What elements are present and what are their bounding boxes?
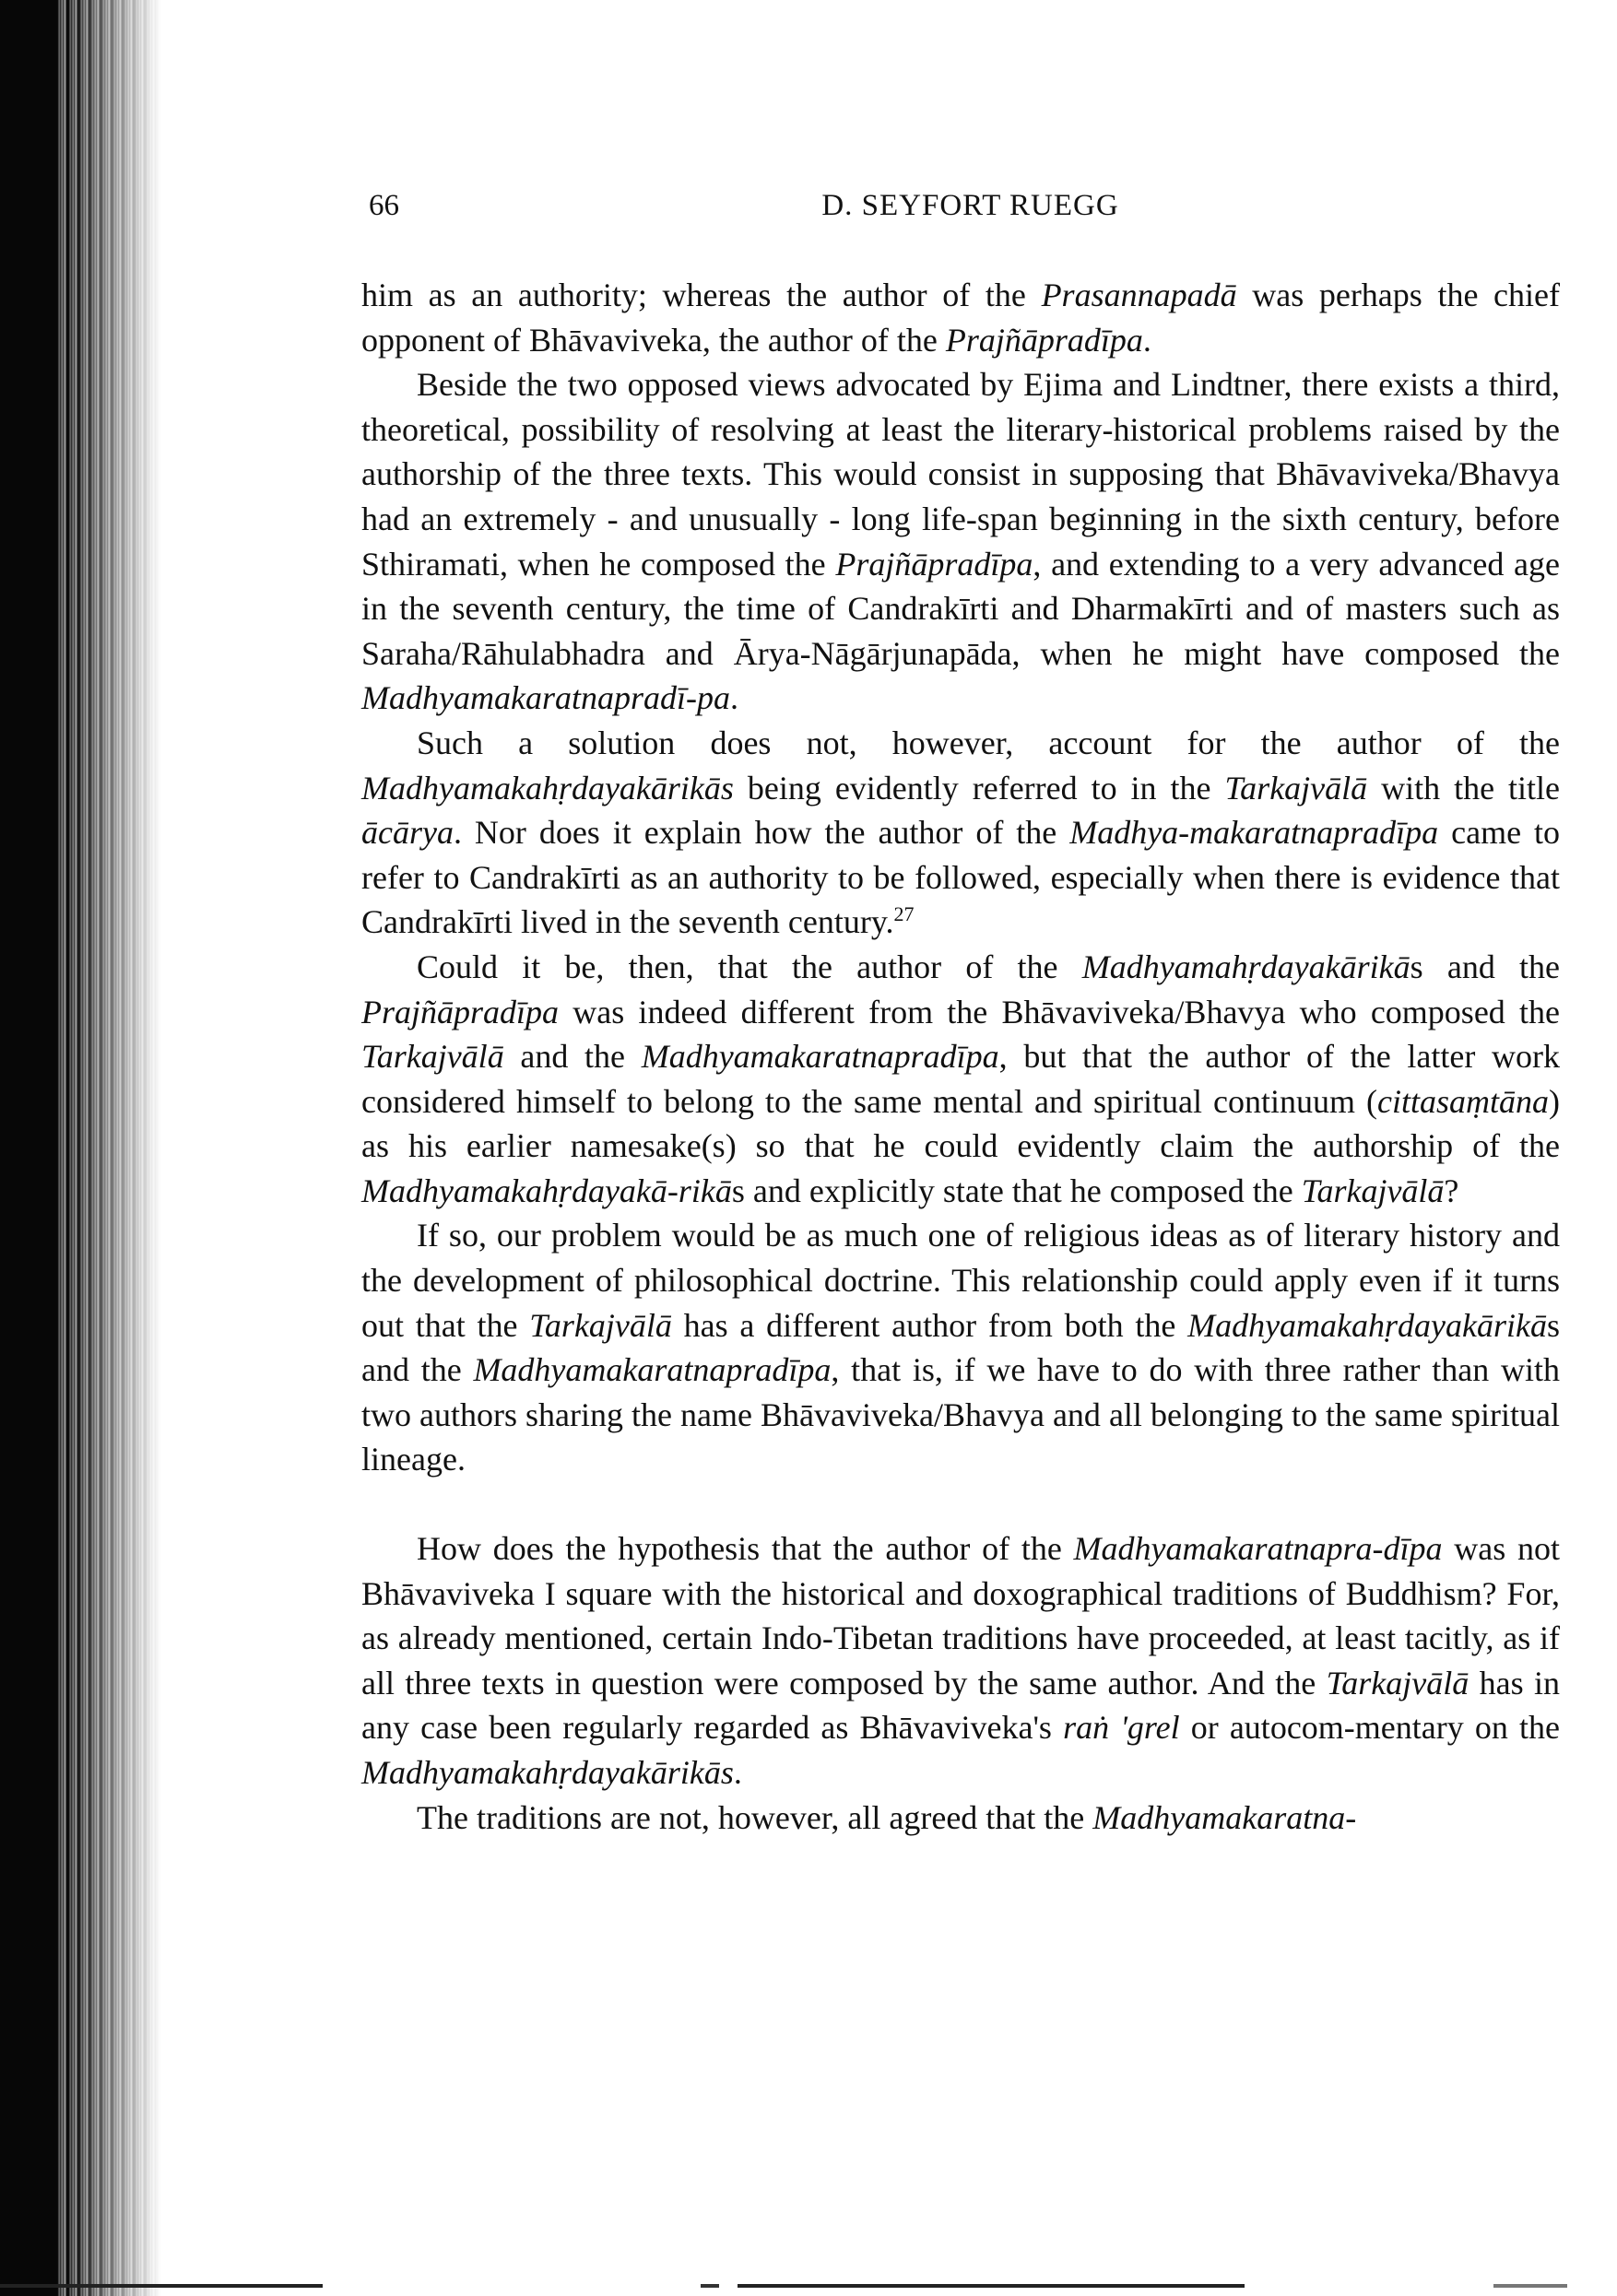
book-binding-edge [0,0,161,2296]
paragraph-solution-objection: Such a solution does not, however, account for the author of the Madhyamakahṛdayakārikās being evidently referred to in the Tarkajvālā with the title ācārya. Nor does it explain how the author of the Madhya-makaratnapradīpa came to refer to Candrakīrti as an authority to be followed, especially when there is evidence that Candrakīrti lived in the seventh century.$^{27}$ [361,724,1561,941]
text-body [361,273,1560,1840]
scan-bottom-edge [0,2284,1617,2288]
paragraph-religious-ideas: If so, our problem would be as much one of religious ideas as of literary history and the development of philosophical doctrine. This relationship could apply even if it turns out that the Tarkajvālā has a different author from both the Madhyamakahṛdayakārikās and the Madhyamakaratnapradīpa, that is, if we have to do with three rather than with two authors sharing the name Bhāvaviveka/Bhavya and all belonging to the same spiritual lineage. [361,1217,1560,1478]
page-number: 66 [369,189,399,222]
paragraph-hypothesis-traditions: How does the hypothesis that the author of the Madhyamakaratnapra-dīpa was not Bhāvaviveka I square with the historical and doxographical traditions of Buddhism? For, as already mentioned, certain Indo-Tibetan traditions have proceeded, at least tacitly, as if all three texts in question were composed by the same author. And the Tarkajvālā has in any case been regularly regarded as Bhāvaviveka's raṅ 'grel or autocom-mentary on the Madhyamakahṛdayakārikās. [361,1530,1560,1791]
paragraph-continuum-question: Could it be, then, that the author of the Madhyamahṛdayakārikās and the Prajñāpradīpa was indeed different from the Bhāvaviveka/Bhavya who composed the Tarkajvālā and the Madhyamakaratnapradīpa, but that the author of the latter work considered himself to belong to the same mental and spiritual continuum (cittasaṃtāna) as his earlier namesake(s) so that he could evidently claim the authorship of the Madhyamakahṛdayakā-rikās and explicitly state that he composed the Tarkajvālā? [361,948,1560,1209]
page-header [369,183,1572,229]
paragraph-traditions-disagree: The traditions are not, however, all agreed that the Madhyamakaratna- [417,1798,1357,1836]
running-head: D. SEYFORT RUEGG [821,189,1119,222]
paragraph-third-possibility: Beside the two opposed views advocated by Ejima and Lindtner, there exists a third, theoretical, possibility of resolving at least the literary-historical problems raised by the authorship of the three texts. This would consist in supposing that Bhāvaviveka/Bhavya had an extremely - and unusually - long life-span beginning in the sixth century, before Sthiramati, when he composed the Prajñāpradīpa, and extending to a very advanced age in the seventh century, the time of Candrakīrti and Dharmakīrti and of masters such as Saraha/Rāhulabhadra and Ārya-Nāgārjunapāda, when he might have composed the Madhyamakaratnapradī-pa. [361,366,1560,717]
binding-shadow [0,0,57,2296]
paragraph-continuation: him as an authority; whereas the author of the Prasannapadā was perhaps the chief opponent of Bhāvaviveka, the author of the Prajñāpradīpa. [361,277,1561,359]
footnote-marker: 27 [893,902,915,926]
